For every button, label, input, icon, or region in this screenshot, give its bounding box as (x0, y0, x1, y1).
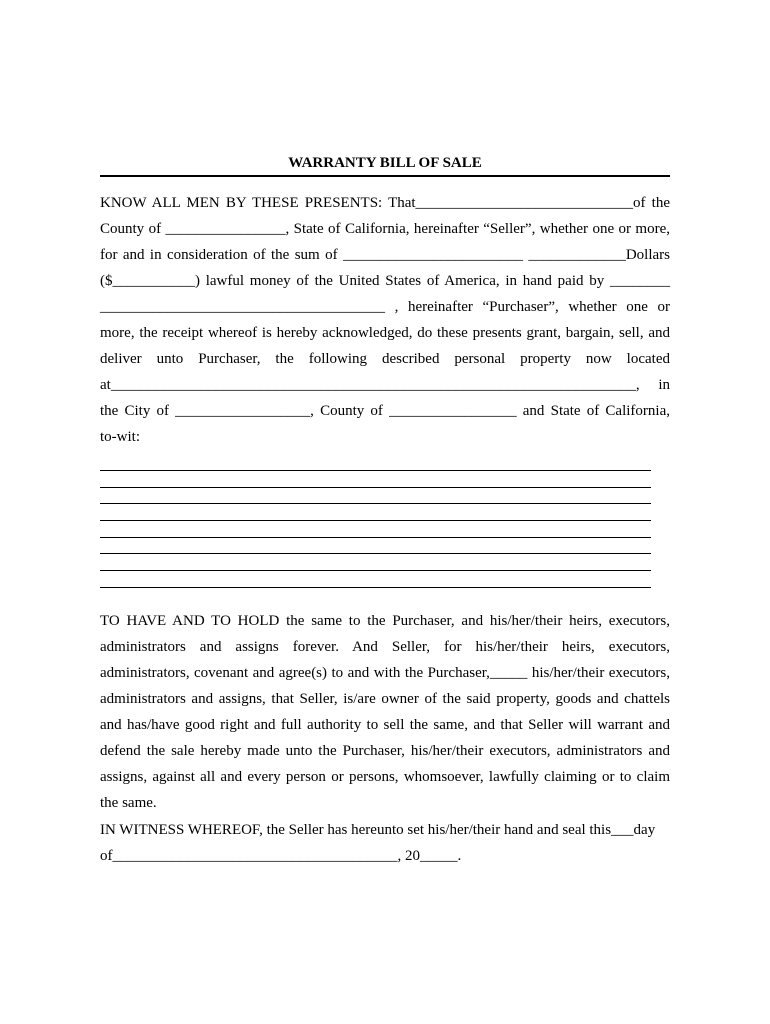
paragraph-line: more, the receipt whereof is hereby acknowledged, do these presents grant, bargain, sell, and (100, 325, 670, 341)
blank-line (100, 521, 651, 538)
paragraph-line: assigns, against all and every person or persons, whomsoever, lawfully claiming or to claim (100, 769, 670, 785)
document-title: WARRANTY BILL OF SALE (100, 155, 670, 177)
closing-paragraph (100, 611, 670, 819)
paragraph-line: TO HAVE AND TO HOLD the same to the Purchaser, and his/her/their heirs, executors, (100, 613, 670, 629)
opening-paragraph (100, 193, 670, 453)
blank-line (100, 571, 651, 588)
paragraph-line: the same. (100, 795, 157, 811)
paragraph-line: administrators and assigns forever. And Seller, for his/her/their heirs, executors, (100, 639, 670, 655)
witness-paragraph (100, 820, 670, 872)
paragraph-line: for and in consideration of the sum of ________________________ _____________Dollars (100, 247, 670, 263)
paragraph-line: to-wit: (100, 429, 140, 445)
paragraph-line: and has/have good right and full authority to sell the same, and that Seller will warrant and (100, 717, 670, 733)
paragraph-line: the City of __________________, County of _________________ and State of California, (100, 403, 670, 419)
paragraph-line: defend the sale hereby made unto the Purchaser, his/her/their executors, administrators and (100, 743, 670, 759)
blank-line (100, 461, 651, 471)
paragraph-line: of______________________________________, 20_____. (100, 848, 462, 864)
paragraph-line: KNOW ALL MEN BY THESE PRESENTS: That_____________________________of the (100, 195, 670, 211)
blank-line (100, 554, 651, 571)
paragraph-line: ($___________) lawful money of the United States of America, in hand paid by ________ (100, 273, 670, 289)
blank-line (100, 504, 651, 521)
blank-line (100, 538, 651, 555)
paragraph-line: County of ________________, State of California, hereinafter “Seller”, whether one or more, (100, 221, 670, 237)
blank-line (100, 488, 651, 505)
paragraph-line: deliver unto Purchaser, the following described personal property now located (100, 351, 670, 367)
property-description-lines (100, 461, 651, 588)
blank-line (100, 471, 651, 488)
paragraph-line: administrators and assigns, that Seller, is/are owner of the said property, goods and chattels (100, 691, 670, 707)
paragraph-line: administrators, covenant and agree(s) to and with the Purchaser,_____ his/her/their executors, (100, 665, 670, 681)
paragraph-line: IN WITNESS WHEREOF, the Seller has hereunto set his/her/their hand and seal this___day (100, 822, 656, 838)
paragraph-line: ______________________________________ , hereinafter “Purchaser”, whether one or (100, 299, 670, 315)
paragraph-line: at______________________________________________________________________, in (100, 377, 670, 393)
